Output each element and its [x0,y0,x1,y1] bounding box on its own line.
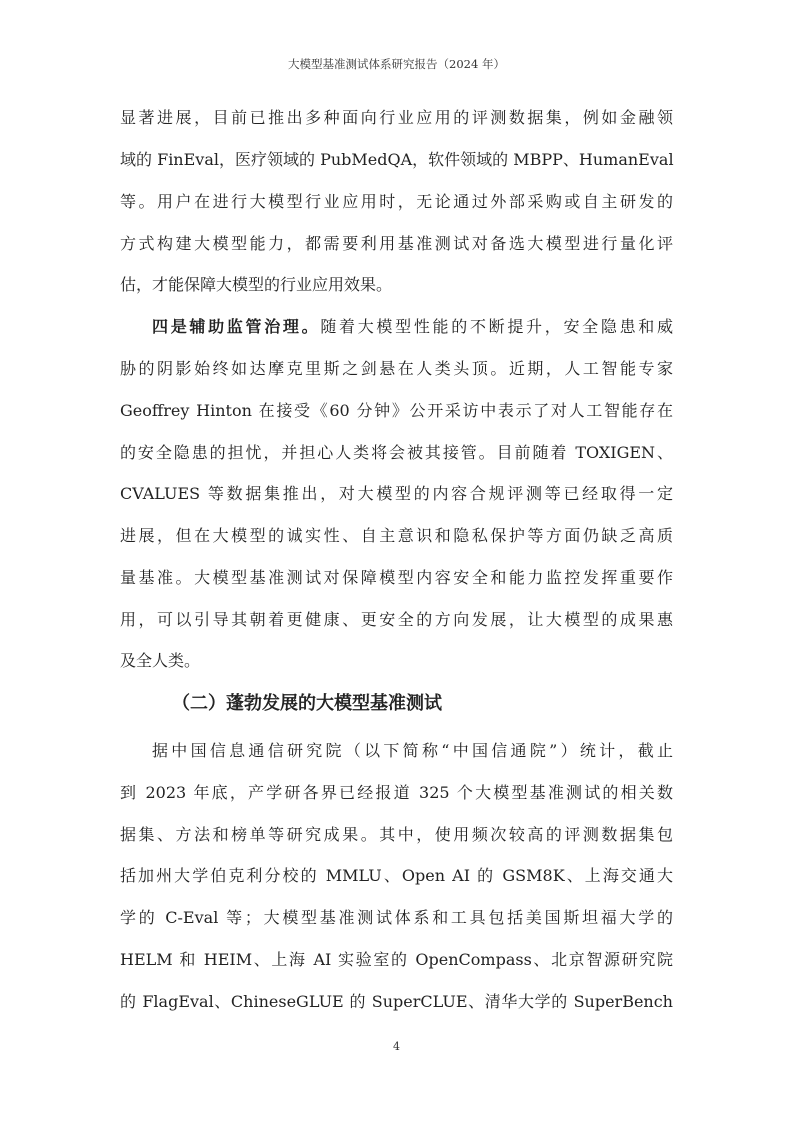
body-line: 及全人类。 [120,651,201,670]
body-line: HELM 和 HEIM、上海 AI 实验室的 OpenCompass、北京智源研究院 [120,950,673,969]
paragraph-lead: 四是辅助监管治理。 [152,317,321,336]
body-line: CVALUES 等数据集推出，对大模型的内容合规评测等已经取得一定 [120,484,673,503]
body-line: 据中国信息通信研究院（以下简称“中国信通院”）统计，截止 [152,741,673,760]
running-header: 大模型基准测试体系研究报告（2024 年） [288,57,505,71]
body-line: 显著进展，目前已推出多种面向行业应用的评测数据集，例如金融领 [120,108,673,127]
body-line: 进展，但在大模型的诚实性、自主意识和隐私保护等方面仍缺乏高质 [120,526,673,545]
body-line: 到 2023 年底，产学研各界已经报道 325 个大模型基准测试的相关数 [120,783,673,802]
body-line: 的 FlagEval、ChineseGLUE 的 SuperCLUE、清华大学的 SuperBench [120,992,673,1011]
paragraph-lead-rest: 随着大模型性能的不断提升，安全隐患和威 [320,317,673,336]
body-line: 域的 FinEval，医疗领域的 PubMedQA，软件领域的 MBPP、HumanEval [120,150,674,169]
body-line: 的安全隐患的担忧，并担心人类将会被其接管。目前随着 TOXIGEN、 [120,443,673,462]
body-line: 等。用户在进行大模型行业应用时，无论通过外部采购或自主研发的 [120,192,673,211]
section-heading: （二）蓬勃发展的大模型基准测试 [172,693,442,714]
body-line: 估，才能保障大模型的行业应用效果。 [120,275,393,294]
page-number: 4 [393,1040,400,1053]
body-line: 学的 C-Eval 等；大模型基准测试体系和工具包括美国斯坦福大学的 [120,908,673,927]
body-line: 据集、方法和榜单等研究成果。其中，使用频次较高的评测数据集包 [120,825,673,844]
body-line: Geoffrey Hinton 在接受《60 分钟》公开采访中表示了对人工智能存在 [120,401,673,420]
body-line: 方式构建大模型能力，都需要利用基准测试对备选大模型进行量化评 [120,234,673,253]
paragraph-first-line [152,317,673,337]
body-line: 胁的阴影始终如达摩克里斯之剑悬在人类头顶。近期，人工智能专家 [120,359,673,378]
body-line: 用，可以引导其朝着更健康、更安全的方向发展，让大模型的成果惠 [120,610,673,629]
body-line: 括加州大学伯克利分校的 MMLU、Open AI 的 GSM8K、上海交通大 [120,866,673,885]
body-line: 量基准。大模型基准测试对保障模型内容安全和能力监控发挥重要作 [120,568,673,587]
